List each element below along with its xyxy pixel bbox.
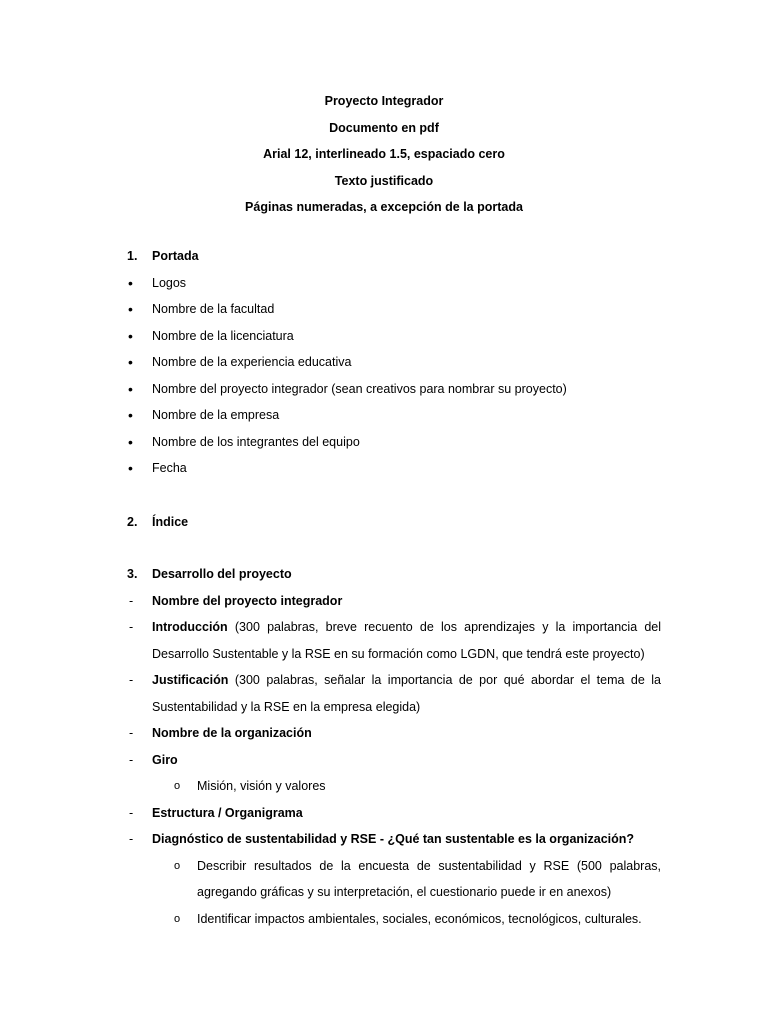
document-header (0, 91, 768, 224)
list-item: • Nombre de los integrantes del equipo (127, 429, 661, 456)
header-format: Documento en pdf (329, 120, 439, 135)
dash-marker: - (129, 832, 134, 846)
section-number: 3. (127, 567, 138, 581)
section-title: Portada (152, 249, 199, 263)
header-font-spec: Arial 12, interlineado 1.5, espaciado cero (263, 147, 505, 161)
circle-bullet-icon: o (174, 859, 181, 872)
list-item: - Estructura / Organigrama (127, 800, 661, 827)
list-item: • Logos (127, 270, 661, 297)
list-item-justificacion (127, 667, 661, 720)
list-item: • Fecha (127, 455, 661, 482)
intro-label: Introducción (152, 620, 228, 634)
dash-marker: - (129, 673, 134, 687)
section-portada (127, 243, 661, 482)
intro-text: (300 palabras, breve recuento de los aprendizajes y la importancia del Desarrollo Sustentable y la RSE en su formación como LGDN, que tendrá este proyecto) (152, 620, 661, 661)
bullet-icon: • (128, 460, 133, 476)
sub-list-item: o Describir resultados de la encuesta de sustentabilidad y RSE (500 palabras, agregando gráficas y su interpretación, el cuestionario puede ir en anexos) (127, 853, 661, 906)
section-number: 2. (127, 515, 138, 529)
section-heading (127, 561, 661, 588)
header-page-numbering: Páginas numeradas, a excepción de la portada (245, 200, 523, 214)
header-justify: Texto justificado (334, 173, 434, 188)
bullet-icon: • (128, 380, 133, 397)
list-item: • Nombre de la empresa (127, 402, 661, 429)
circle-bullet-icon: o (174, 780, 181, 792)
section-number: 1. (127, 249, 138, 263)
justification-label: Justificación (152, 673, 229, 687)
sub-list-item: o Misión, visión y valores (127, 773, 661, 800)
list-item: • Nombre de la licenciatura (127, 323, 661, 350)
dash-marker: - (129, 805, 134, 820)
list-item: • Nombre de la facultad (127, 296, 661, 323)
list-item: - Giro (127, 747, 661, 774)
list-item: - Diagnóstico de sustentabilidad y RSE - ¿Qué tan sustentable es la organización? (127, 826, 661, 853)
bullet-icon: • (128, 354, 133, 370)
list-item-introduccion (127, 614, 661, 667)
bullet-icon: • (128, 327, 133, 344)
bullet-icon: • (128, 274, 133, 291)
section-heading (127, 509, 661, 536)
bullet-icon: • (128, 301, 133, 317)
sub-list-item: o Identificar impactos ambientales, sociales, económicos, tecnológicos, culturales. (127, 906, 661, 933)
circle-bullet-icon: o (174, 912, 181, 925)
dash-marker: - (129, 752, 134, 767)
section-title: Índice (152, 515, 189, 529)
list-item: • Nombre del proyecto integrador (sean creativos para nombrar su proyecto) (127, 376, 661, 403)
list-item: - Nombre de la organización (127, 720, 661, 747)
section-indice (127, 509, 661, 536)
bullet-icon: • (128, 433, 133, 450)
section-title: Desarrollo del proyecto (152, 567, 292, 581)
section-heading (127, 243, 661, 270)
dash-marker: - (129, 593, 134, 608)
list-item: • Nombre de la experiencia educativa (127, 349, 661, 376)
header-title: Proyecto Integrador (324, 94, 444, 108)
justification-text: (300 palabras, señalar la importancia de por qué abordar el tema de la Sustentabilidad y la RSE en la empresa elegida) (152, 673, 661, 714)
dash-marker: - (129, 620, 134, 634)
dash-marker: - (129, 726, 134, 740)
bullet-icon: • (128, 407, 133, 423)
section-desarrollo (127, 561, 661, 932)
list-item: - Nombre del proyecto integrador (127, 588, 661, 615)
